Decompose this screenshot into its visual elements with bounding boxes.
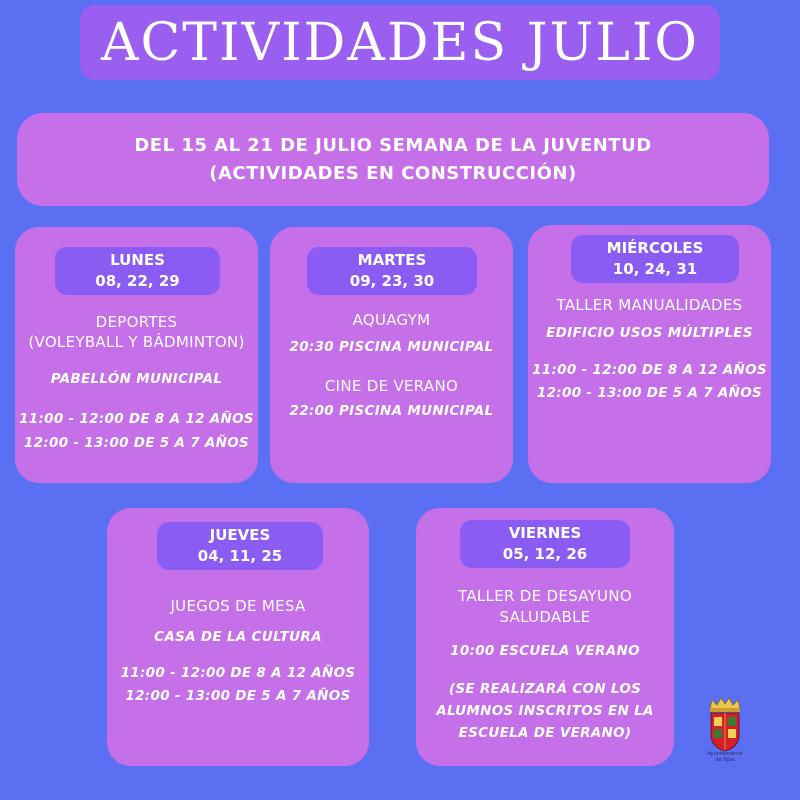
card-martes: [270, 227, 513, 483]
day-dates: 09, 23, 30: [349, 272, 435, 290]
activity-place: PABELLÓN MUNICIPAL: [50, 371, 223, 387]
card-lunes: [15, 227, 258, 483]
day-dates: 08, 22, 29: [95, 272, 180, 290]
week-banner: [17, 113, 769, 206]
schedule-line-2: 12:00 - 13:00 DE 5 A 7 AÑOS: [125, 688, 351, 704]
day-pill-martes: [307, 247, 477, 295]
day-pill-viernes: [460, 520, 630, 568]
card-miercoles: [528, 225, 771, 483]
page-title: ACTIVIDADES JULIO: [100, 12, 700, 73]
activity-title: CINE DE VERANO: [324, 377, 459, 395]
activity-title-cont: SALUDABLE: [499, 608, 591, 626]
day-pill-lunes: [55, 247, 220, 295]
activity-subtitle: (VOLEYBALL Y BÁDMINTON): [28, 333, 245, 351]
activity-title: AQUAGYM: [352, 311, 431, 329]
activity-place: CASA DE LA CULTURA: [154, 629, 322, 645]
day-pill-miercoles: [571, 235, 739, 283]
activity-detail: 10:00 ESCUELA VERANO: [450, 643, 640, 659]
activity-title: DEPORTES: [95, 313, 178, 331]
day-name: VIERNES: [508, 524, 582, 542]
town-crest-logo: [700, 695, 750, 765]
card-viernes: [416, 508, 674, 766]
banner-line-1: DEL 15 AL 21 DE JULIO SEMANA DE LA JUVENTUD: [134, 134, 652, 156]
schedule-line-1: 11:00 - 12:00 DE 8 A 12 AÑOS: [532, 362, 767, 378]
activity-detail: 22:00 PISCINA MUNICIPAL: [289, 403, 494, 419]
crest-label-2: de Tobe: [715, 757, 735, 763]
day-dates: 05, 12, 26: [502, 545, 588, 563]
crest-label-1: Ayuntamiento: [707, 751, 743, 757]
day-name: MIÉRCOLES: [606, 239, 704, 257]
activity-note-1: (SE REALIZARÁ CON LOS: [448, 681, 642, 697]
activity-title: TALLER DE DESAYUNO: [458, 587, 632, 605]
schedule-line-1: 11:00 - 12:00 DE 8 A 12 AÑOS: [120, 665, 356, 681]
schedule-line-2: 12:00 - 13:00 DE 5 A 7 AÑOS: [23, 435, 250, 451]
banner-line-2: (ACTIVIDADES EN CONSTRUCCIÓN): [209, 162, 577, 184]
day-dates: 10, 24, 31: [612, 260, 698, 278]
activity-detail: 20:30 PISCINA MUNICIPAL: [289, 339, 494, 355]
schedule-line-1: 11:00 - 12:00 DE 8 A 12 AÑOS: [19, 411, 254, 427]
activity-place: EDIFICIO USOS MÚLTIPLES: [546, 325, 753, 341]
title-banner: [80, 5, 720, 80]
activity-title: JUEGOS DE MESA: [170, 597, 306, 615]
activity-note-3: ESCUELA DE VERANO): [458, 725, 632, 741]
activity-title: TALLER MANUALIDADES: [556, 296, 743, 314]
day-dates: 04, 11, 25: [197, 547, 283, 565]
day-pill-jueves: [157, 522, 323, 570]
day-name: MARTES: [357, 251, 427, 269]
card-jueves: [107, 508, 369, 766]
day-name: LUNES: [110, 251, 165, 269]
schedule-line-2: 12:00 - 13:00 DE 5 A 7 AÑOS: [536, 385, 763, 401]
activity-note-2: ALUMNOS INSCRITOS EN LA: [436, 703, 654, 719]
day-name: JUEVES: [209, 526, 271, 544]
